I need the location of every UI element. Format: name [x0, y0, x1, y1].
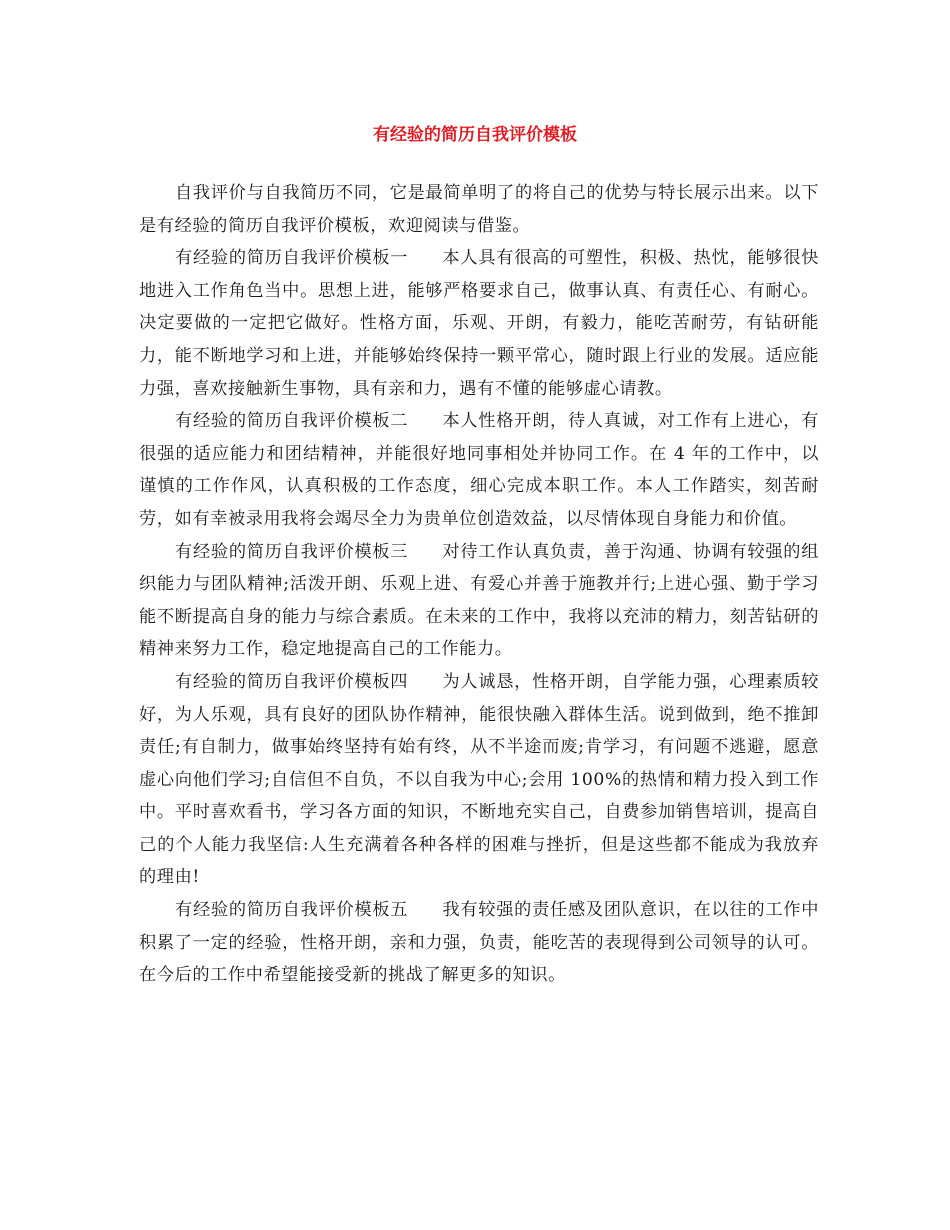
section-text-4: 为人诚恳，性格开朗，自学能力强，心理素质较好，为人乐观，具有良好的团队协作精神，能很快融入群体生活。说到做到，绝不推卸责任;有自制力，做事始终坚持有始有终，从不半途而废;肯学习，有问题不逃避，愿意虚心向他们学习;自信但不自负，不以自我为中心;会用 100%的热情和精力投入到工作中。平时喜欢看书，学习各方面的知识，不断地充实自己，自费参加销售培训，提高自己的个人能力我坚信:人生充满着各种各样的困难与挫折，但是这些都不能成为我放弃的理由!: [139, 671, 819, 888]
section-text-1: 本人具有很高的可塑性，积极、热忱，能够很快地进入工作角色当中。思想上进，能够严格要求自己，做事认真、有责任心、有耐心。决定要做的一定把它做好。性格方面，乐观、开朗，有毅力，能吃苦耐劳，有钻研能力，能不断地学习和上进，并能够始终保持一颗平常心，随时跟上行业的发展。适应能力强，喜欢接触新生事物，具有亲和力，遇有不懂的能够虚心请教。: [139, 248, 819, 399]
section-text-2: 本人性格开朗，待人真诚，对工作有上进心，有很强的适应能力和团结精神，并能很好地同事相处并协同工作。在 4 年的工作中，以谨慎的工作作风，认真积极的工作态度，细心完成本职工作。本人工作踏实，刻苦耐劳，如有幸被录用我将会竭尽全力为贵单位创造效益，以尽情体现自身能力和价值。: [139, 411, 819, 529]
section-heading-5: 有经验的简历自我评价模板五: [175, 900, 409, 921]
section-heading-1: 有经验的简历自我评价模板一: [175, 248, 409, 269]
section-text-5: 我有较强的责任感及团队意识，在以往的工作中积累了一定的经验，性格开朗，亲和力强，负责，能吃苦的表现得到公司领导的认可。在今后的工作中希望能接受新的挑战了解更多的知识。: [139, 900, 819, 986]
document-body: [139, 177, 819, 992]
section-paragraph-3: [139, 536, 819, 666]
section-text-3: 对待工作认真负责，善于沟通、协调有较强的组织能力与团队精神;活泼开朗、乐观上进、有爱心并善于施教并行;上进心强、勤于学习能不断提高自身的能力与综合素质。在未来的工作中，我将以充沛的精力，刻苦钻研的精神来努力工作，稳定地提高自己的工作能力。: [139, 541, 819, 660]
section-heading-2: 有经验的简历自我评价模板二: [175, 411, 409, 432]
section-heading-4: 有经验的简历自我评价模板四: [175, 671, 409, 692]
intro-paragraph: 自我评价与自我简历不同，它是最简单明了的将自己的优势与特长展示出来。以下是有经验的简历自我评价模板，欢迎阅读与借鉴。: [139, 183, 819, 236]
section-heading-3: 有经验的简历自我评价模板三: [175, 541, 409, 562]
section-paragraph-2: [139, 405, 819, 535]
section-paragraph-5: [139, 894, 819, 992]
section-paragraph-1: [139, 242, 819, 405]
document-title: 有经验的简历自我评价模板: [373, 125, 577, 145]
section-paragraph-4: [139, 666, 819, 894]
